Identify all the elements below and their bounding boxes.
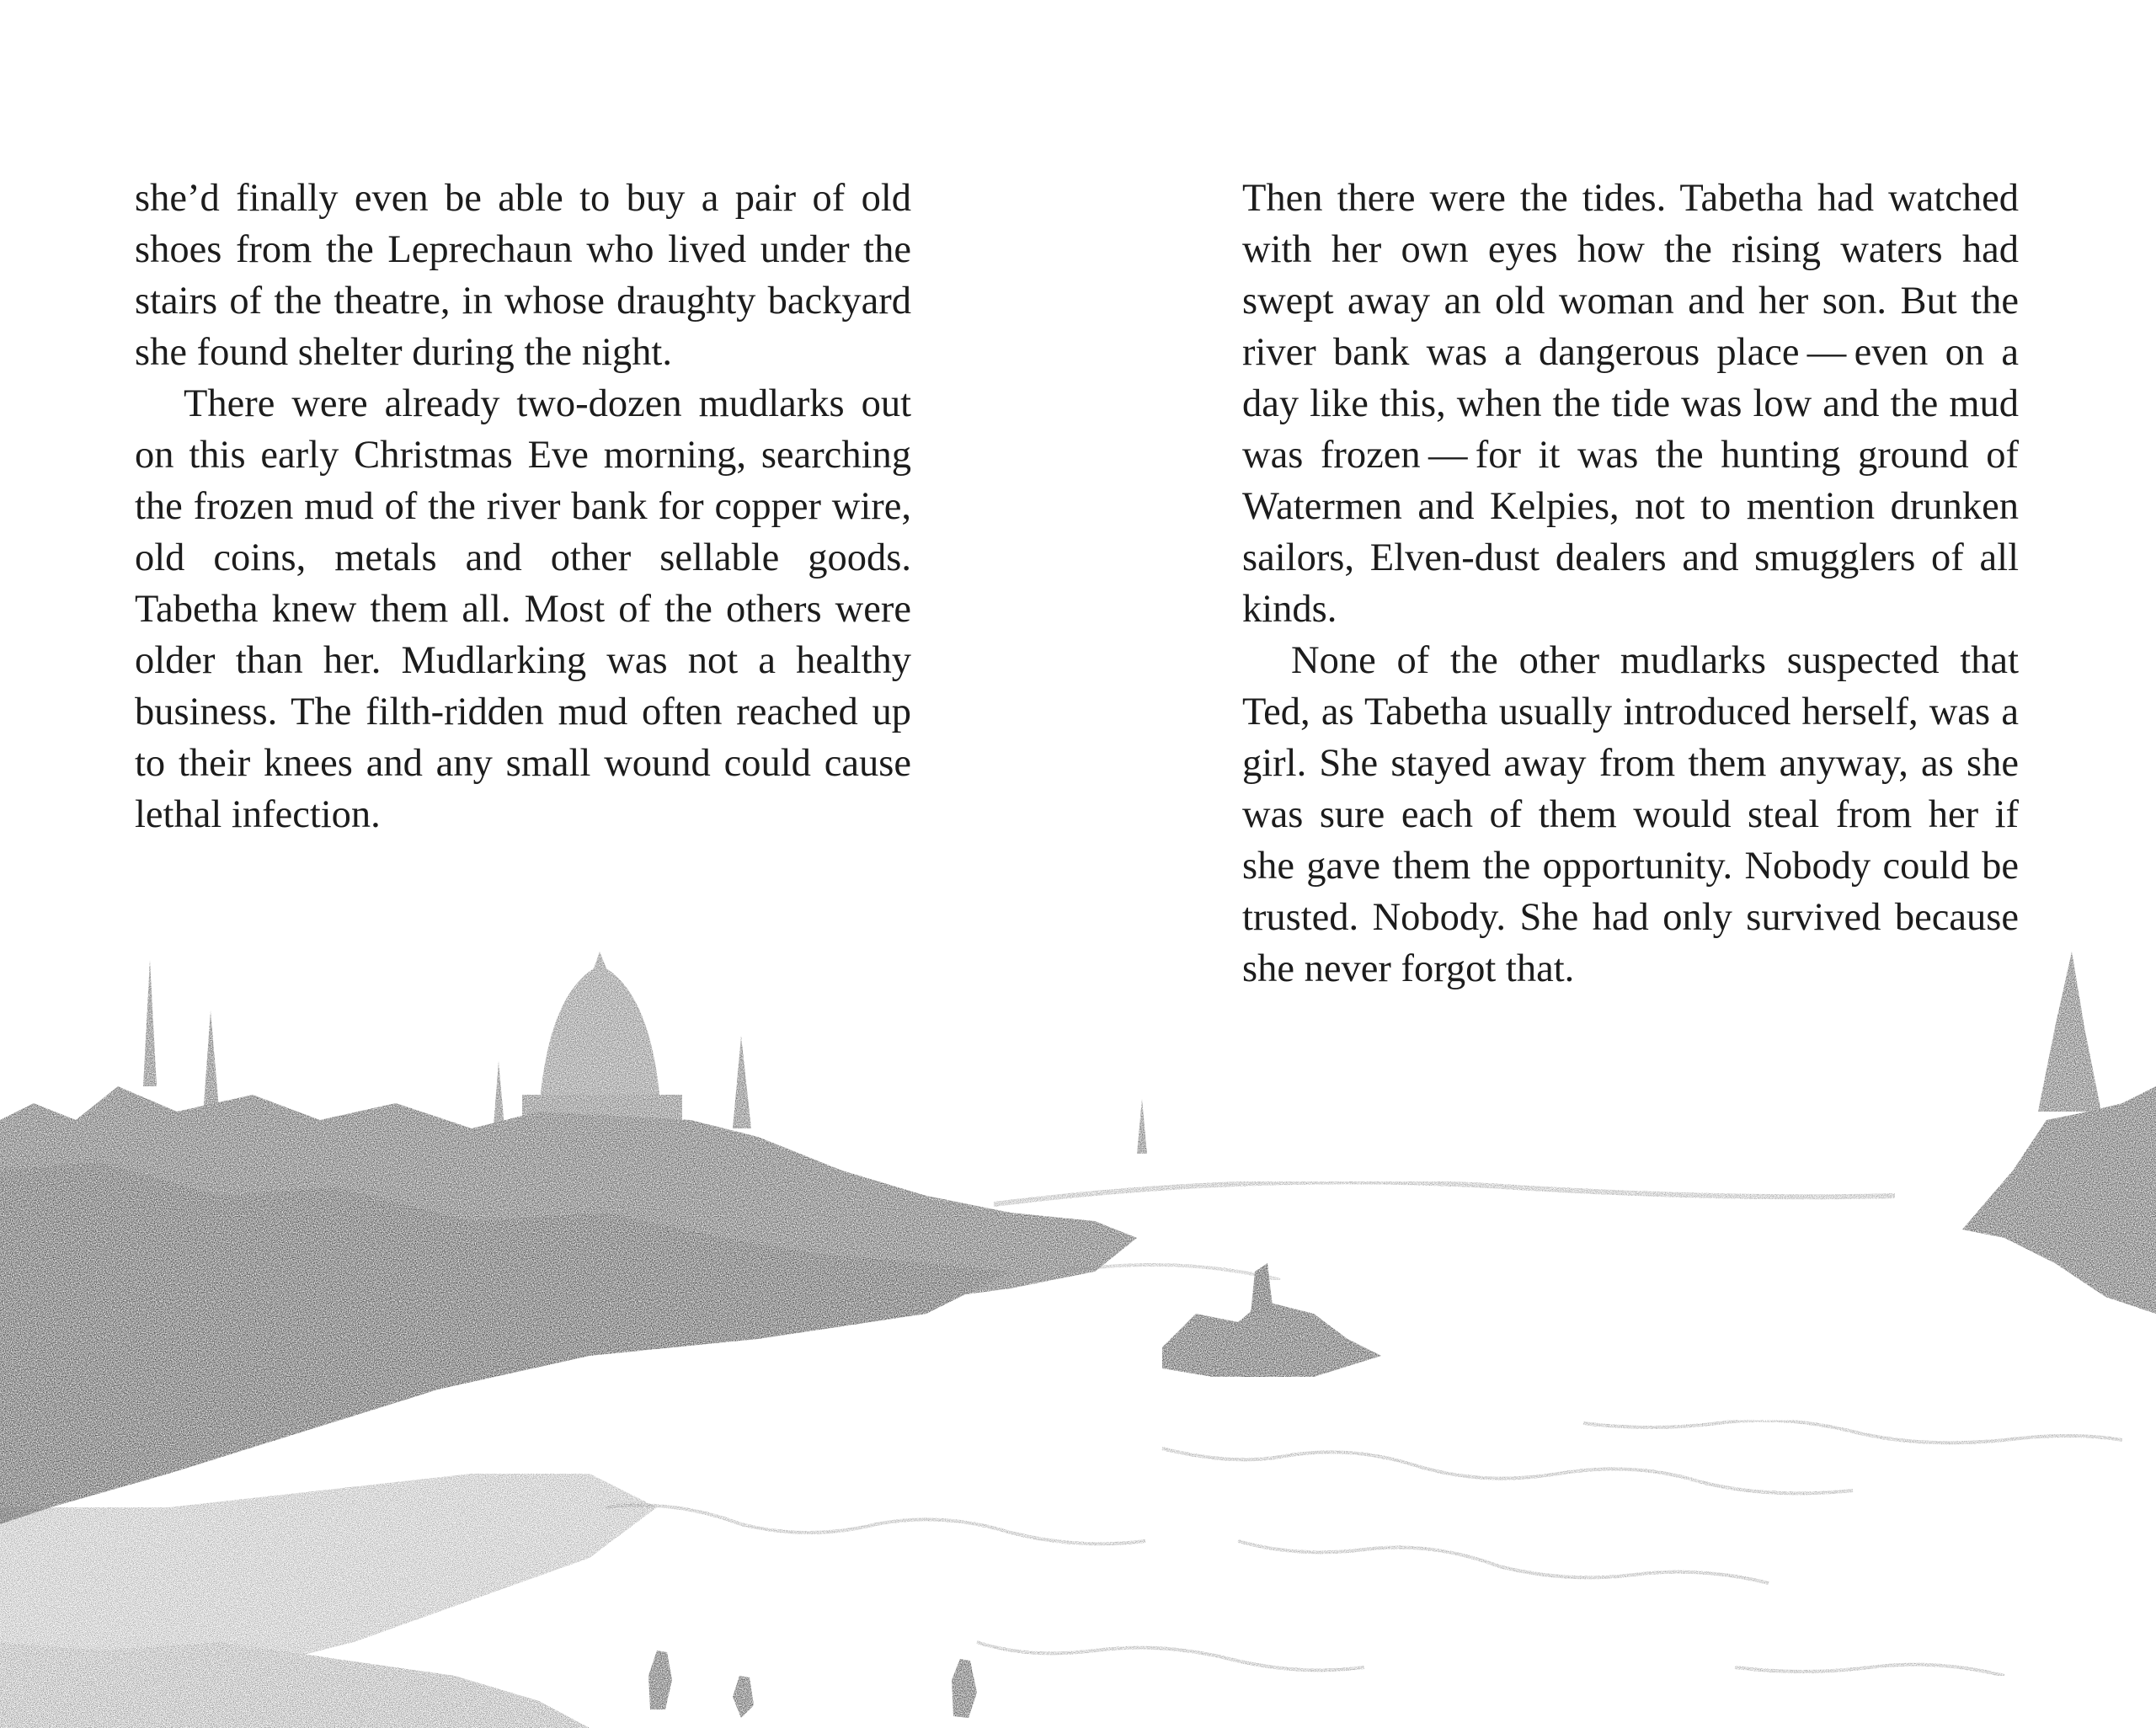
right-page-text bbox=[1242, 173, 2019, 995]
left-paragraph-2: There were already two-dozen mudlarks out on this early Christmas Eve morning, searching the frozen mud of the river bank for copper wire, old coins, metals and other sellable goods. Tabetha knew them all. Most of the others were older than her. Mudlarking was not a healthy business. The filth-ridden mud often reached up to their knees and any small wound could cause lethal infection. bbox=[135, 382, 911, 836]
river-city-sketch-illustration bbox=[0, 918, 2156, 1728]
right-paragraph-2: None of the other mudlarks suspected that Ted, as Tabetha usually introduced herself, was a girl. She stayed away from them anyway, as she was sure each of them would steal from her if she gave them the opportunity. Nobody could be trusted. Nobody. She had only survived because she never forgot that. bbox=[1242, 639, 2019, 990]
city-skyline-right bbox=[1962, 952, 2156, 1314]
right-paragraph-1: Then there were the tides. Tabetha had watched with her own eyes how the rising waters had swept away an old woman and her son. But the river bank was a dangerous place — even on a day like this, when the tide was low and the mud was frozen — for it was the hunting ground of Watermen and Kelpies, not to mention drunken sailors, Elven-dust dealers and smugglers of all kinds. bbox=[1242, 177, 2019, 631]
river-island bbox=[1162, 1263, 1381, 1377]
sketch-svg bbox=[0, 918, 2156, 1728]
left-paragraph-1: she’d finally even be able to buy a pair of old shoes from the Leprechaun who lived under the stairs of the theatre, in whose draughty backyard she found shelter during the night. bbox=[135, 177, 911, 374]
riverbank-foreground-left bbox=[0, 1474, 657, 1728]
far-riverbank bbox=[994, 1181, 1895, 1280]
left-page-text bbox=[135, 173, 911, 840]
water-ripples bbox=[606, 1421, 2122, 1676]
mudlark-figures bbox=[648, 1651, 977, 1718]
city-skyline-left bbox=[0, 952, 1147, 1524]
